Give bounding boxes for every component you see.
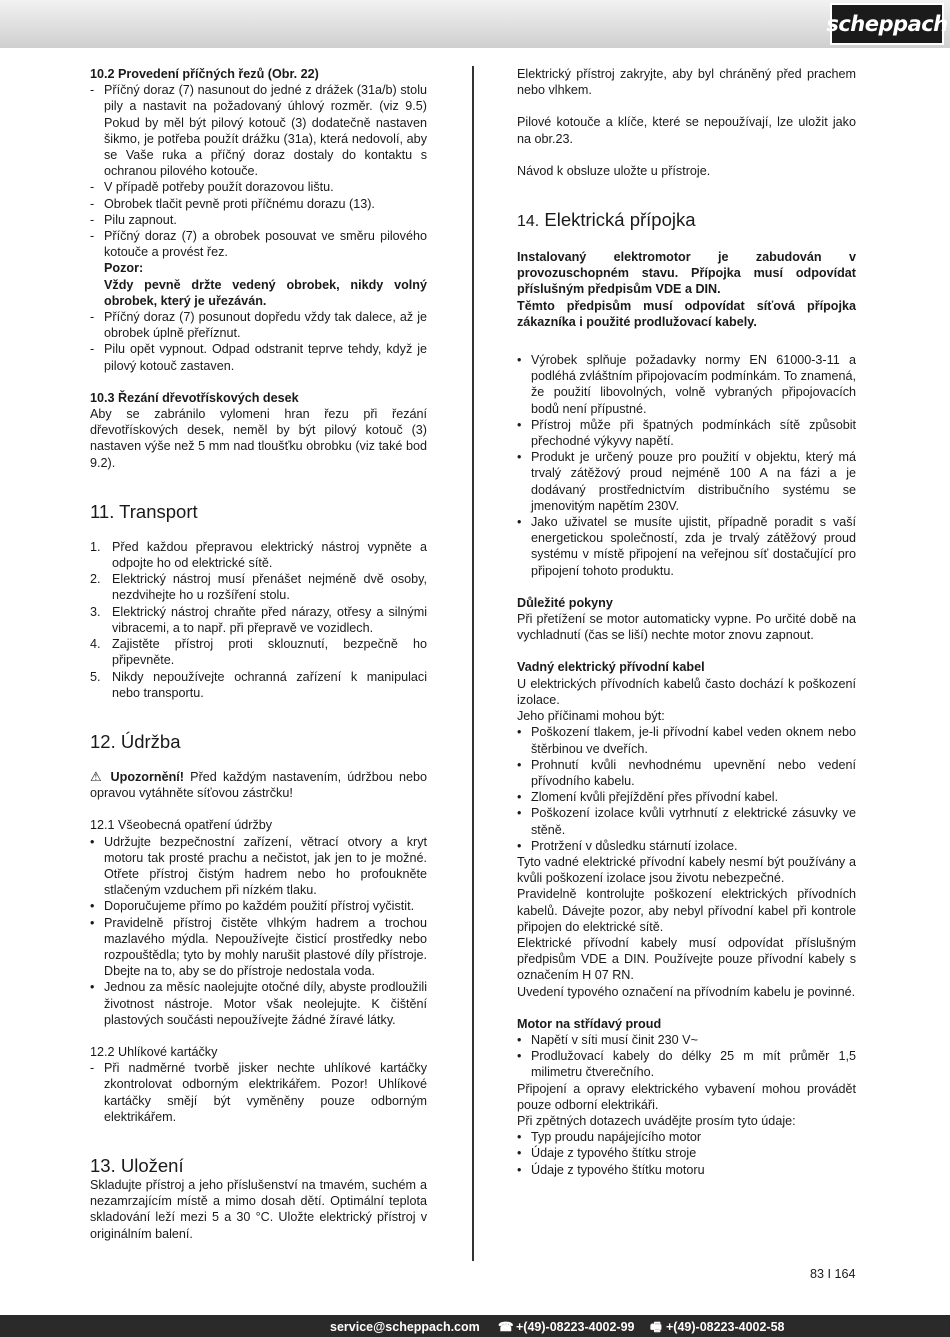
section-11-title: 11. Transport [90, 500, 198, 522]
list-item: • Udržujte bezpečnostní zařízení, větrací otvory a kryt motoru tak prosté prachu a nečistot, jak jen to je možné. Otřete přístroj čistým hadrem nebo ho profoukněte stlačeným vzduchem při nízkém tlaku. [90, 834, 427, 898]
list-item: • Výrobek splňuje požadavky normy EN 61000-3-11 a podléhá zvláštním připojovacím podmínkám. To znamená, že použití libovolných, volně vybraných připojovacích bodů není přípustné. [517, 353, 856, 416]
list-item: - Příčný doraz (7) nasunout do jedné z drážek (31a/b) stolu pily a nastavit na požadovaný úhlový rozměr. (viz 9.5) Pokud by měl být pilový kotouč (3) dodatečně nastaven šikmo, je potřeba použít drážku (31a), která nedovolí, aby se Vaše ruka a příčný doraz dostaly do kontaktu s ochranou pilového kotouče. [90, 83, 427, 179]
header-bar [0, 0, 950, 48]
cable-text: Pravidelně kontrolujte poškození elektrických přívodních kabelů. Dávejte pozor, aby nebyl přívodní kabel při kontrole připojen do elektrické sítě. [517, 887, 856, 934]
list-item: • Prohnutí kvůli nevhodnému upevnění nebo vedení přívodního kabelu. [517, 757, 856, 788]
list-item: 2. Elektrický nástroj musí přenášet nejméně dvě osoby, nezdvihejte ho u rozšíření stolu. [90, 572, 427, 603]
intro-paragraph: Pilové kotouče a klíče, které se nepoužívají, lze uložit jako na obr.23. [517, 115, 856, 146]
motor-list [517, 1032, 856, 1081]
warning-paragraph: ⚠ Upozornění! Před každým nastavením, údržbou nebo opravou vytáhněte síťovou zástrčku! [90, 768, 428, 801]
section-10-3-title: 10.3 Řezání dřevotřískových desek [90, 390, 299, 405]
list-item: 4. Zajistěte přístroj proti sklouznutí, bezpečně ho připevněte. [90, 637, 427, 668]
page-number: 83 I 164 [810, 1267, 856, 1281]
list-item: - V případě potřeby použít dorazovou lištu. [90, 180, 334, 195]
list-item: - Pilu opět vypnout. Odpad odstranit teprve tehdy, když je pilový kotouč zastaven. [90, 342, 427, 373]
section-12-title: 12. Údržba [90, 730, 181, 752]
important-text: Při přetížení se motor automaticky vypne. Po určité době na vychladnutí (čas se liší) nechte motor znovu zapnout. [517, 612, 856, 643]
cable-title: Vadný elektrický přívodní kabel [517, 660, 705, 675]
cable-text: Jeho příčinami mohou být: [517, 709, 665, 724]
footer-fax: +(49)-08223-4002-58 [666, 1320, 785, 1334]
carbon-brush-list [90, 1060, 427, 1125]
cable-list [517, 724, 856, 854]
transport-list [90, 539, 427, 701]
cable-text: Tyto vadné elektrické přívodní kabely nesmí být používány a kvůli poškození izolace jsou životu nebezpečné. [517, 854, 856, 886]
intro-paragraph: Elektrický přístroj zakryjte, aby byl chráněný před prachem nebo vlhkem. [517, 67, 856, 98]
motor-text: Připojení a opravy elektrického vybavení mohou provádět pouze odborní elektrikáři. [517, 1081, 856, 1112]
section-14-title: 14. Elektrická přípojka [517, 209, 696, 231]
footer-phone: +(49)-08223-4002-99 [516, 1320, 635, 1334]
left-column [90, 66, 427, 1242]
section-10-3-text: Aby se zabránilo vylomeni hran řezu při řezání dřevotřískových desek, neměl by být pilový kotouč (3) nastaven výše než 5 mm nad tloušťku obrobku (viz také bod 9.2). [90, 407, 427, 470]
column-divider [472, 66, 474, 1261]
list-item: • Přístroj může při špatných podmínkách sítě způsobit přechodné výkyvy napětí. [517, 417, 856, 449]
footer-email[interactable]: service@scheppach.com [330, 1320, 480, 1334]
list-item: • Jako uživatel se musíte ujistit, případně poradit s vaší energetickou společností, zda je trvalý zátěžový proud systému v místě připojení na veřejnou síť dostačující pro připojení tohoto produktu. [517, 515, 856, 578]
section-10-2-title: 10.2 Provedení příčných řezů (Obr. 22) [90, 67, 319, 81]
list-item: • Údaje z typového štítku motoru [517, 1162, 705, 1177]
list-item: - Při nadměrné tvorbě jisker nechte uhlíkové kartáčky zkontrolovat odborným elektrikářem. Pozor! Uhlíkové kartáčky smějí být vyměněny pouze odborným elektrikářem. [90, 1061, 427, 1124]
section-12-2-title: 12.2 Uhlíkové kartáčky [90, 1044, 218, 1059]
cable-text: Uvedení typového označení na přívodním kabelu je povinné. [517, 984, 856, 999]
section-10-2-list-2 [90, 309, 427, 374]
section-13-title: 13. Uložení [90, 1154, 184, 1176]
list-item: 3. Elektrický nástroj chraňte před nárazy, otřesy a silnými vibracemi, a to např. při přepravě ve vozidlech. [90, 604, 427, 635]
list-item: • Prodlužovací kabely do délky 25 m mít průměr 1,5 milimetru čtverečního. [517, 1049, 856, 1080]
list-item: • Údaje z typového štítku stroje [517, 1146, 697, 1161]
motor-list-2 [517, 1129, 856, 1178]
footer-bar [0, 1315, 950, 1337]
list-item: • Poškození tlakem, je-li přívodní kabel veden oknem nebo štěrbinou ve dveřích. [517, 725, 856, 756]
warning-icon: ⚠ [90, 768, 105, 784]
list-item: • Protržení v důsledku stárnutí izolace. [517, 838, 738, 853]
cable-text: U elektrických přívodních kabelů často dochází k poškození izolace. [517, 676, 856, 707]
list-item: - Obrobek tlačit pevně proti příčnému dorazu (13). [90, 196, 375, 211]
caution-text: Vždy pevně držte vedený obrobek, nikdy volný obrobek, který je uřezáván. [104, 277, 427, 308]
list-item: • Doporučujeme přímo po každém použití přístroj vyčistit. [90, 899, 415, 914]
motor-text: Při zpětných dotazech uvádějte prosím tyto údaje: [517, 1113, 796, 1128]
maintenance-list [90, 834, 427, 1028]
connection-bold-1: Instalovaný elektromotor je zabudován v provozuschopném stavu. Přípojka musí odpovídat příslušným předpisům VDE a DIN. [517, 250, 856, 297]
list-item: • Poškození izolace kvůli vytrhnutí z elektrické zásuvky ve stěně. [517, 806, 856, 837]
caution-label: Pozor: [104, 261, 144, 276]
section-12-1-title: 12.1 Všeobecná opatření údržby [90, 818, 273, 833]
intro-paragraph: Návod k obsluze uložte u přístroje. [517, 163, 711, 178]
list-item: • Typ proudu napájejícího motor [517, 1130, 702, 1145]
list-item: • Jednou za měsíc naolejujte otočné díly, abyste prodloužili životnost nástroje. Motor však neolejujte. K čištění plastových součásti nepoužívejte žádné žíravé látky. [90, 980, 427, 1027]
motor-title: Motor na střídavý proud [517, 1016, 662, 1031]
section-10-2-list [90, 82, 427, 260]
phone-icon: ☎ [498, 1320, 514, 1334]
connection-list [517, 352, 856, 579]
fax-icon: 🖷 [650, 1320, 662, 1334]
important-title: Důležité pokyny [517, 595, 613, 610]
list-item: • Zlomení kvůli přejíždění přes přívodní kabel. [517, 790, 779, 805]
section-13-text: Skladujte přístroj a jeho příslušenství na tmavém, suchém a nezamrzajícím místě a mimo dosah dětí. Optimální teplota skladování leží mezi 5 a 30 °C. Uložte elektrický přístroj v originálním balení. [90, 1177, 427, 1241]
list-item: - Příčný doraz (7) a obrobek posouvat ve směru pilového kotouče a provést řez. [90, 229, 427, 260]
right-column [517, 66, 856, 1178]
list-item: • Produkt je určený pouze pro použití v objektu, který má trvalý zátěžový proud nejméně 100 A na fázi a je dodávaný prostřednictvím distribučního systému se jmenovitým napětím 230V. [517, 450, 856, 513]
list-item: • Napětí v síti musí činit 230 V~ [517, 1032, 698, 1047]
list-item: • Pravidelně přístroj čistěte vlhkým hadrem a trochou mazlavého mýdla. Nepoužívejte čisticí prostředky nebo rozpouštědla; tyto by mohly narušit plastové díly přístroje. Dbejte na to, aby se do přístroje nedostala voda. [90, 915, 427, 979]
connection-bold-2: Těmto předpisům musí odpovídat síťová přípojka zákazníka i použité prodlužovací kabely. [517, 298, 856, 329]
list-item: 1. Před každou přepravou elektrický nástroj vypněte a odpojte ho od elektrické sítě. [90, 539, 427, 571]
cable-text: Elektrické přívodní kabely musí odpovídat příslušným předpisům VDE a DIN. Používejte pouze přívodní kabely s označením H 07 RN. [517, 935, 856, 983]
list-item: 5. Nikdy nepoužívejte ochranná zařízení k manipulaci nebo transportu. [90, 669, 427, 700]
brand-logo: scheppach [830, 3, 944, 45]
list-item: - Příčný doraz (7) posunout dopředu vždy tak dalece, až je obrobek úplně přeříznut. [90, 310, 427, 341]
list-item: - Pilu zapnout. [90, 212, 177, 227]
